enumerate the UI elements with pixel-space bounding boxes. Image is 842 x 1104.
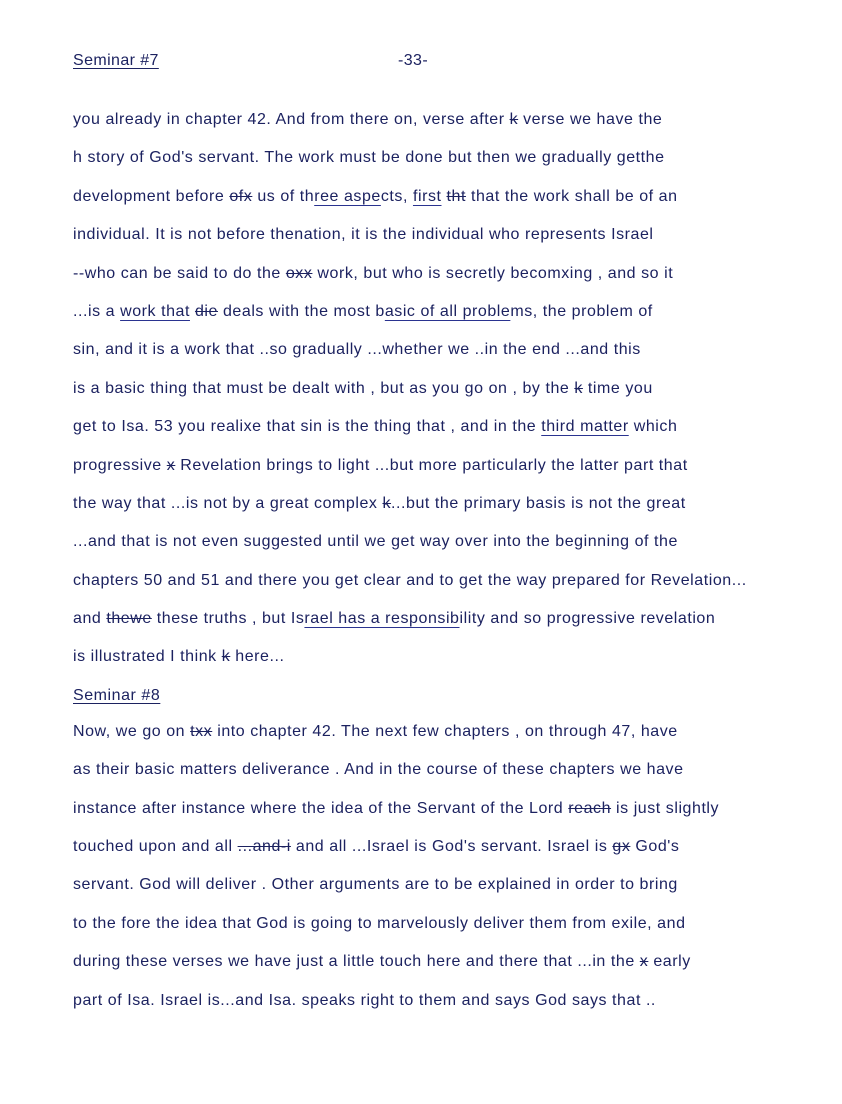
struck-text: thewe: [106, 610, 152, 628]
text-line: [73, 910, 833, 948]
underlined-text: rael has a responsib: [304, 610, 460, 628]
text-segment: instance after instance where the idea of the Servant of the Lord: [73, 799, 569, 817]
text-segment: and: [73, 610, 107, 628]
struck-text: reach: [568, 799, 612, 817]
text-segment: --who can be said to do the: [73, 264, 286, 282]
text-segment: ...and that is not even suggested until we get way over into the beginning of the: [73, 533, 678, 551]
text-segment: is just slightly: [611, 799, 720, 817]
struck-text: x: [639, 953, 649, 971]
text-line: [73, 144, 833, 182]
struck-text: txx: [190, 722, 213, 740]
struck-text: ...and-i: [237, 838, 291, 856]
struck-text: k: [574, 379, 583, 397]
text-segment: during these verses we have just a little touch here and there that ...in the: [73, 953, 640, 971]
underlined-text: ree aspe: [314, 187, 381, 205]
text-line: [73, 643, 833, 681]
text-line: [73, 948, 833, 986]
text-segment: these truths , but Is: [151, 610, 305, 628]
underlined-text: work that: [120, 302, 190, 320]
text-line: [73, 413, 833, 451]
text-segment: ...is a: [73, 302, 121, 320]
text-segment: into chapter 42. The next few chapters , on through 47, have: [212, 722, 678, 740]
text-line: [73, 528, 833, 566]
text-segment: and all ...Israel is God's servant. Israel is: [290, 838, 613, 856]
text-line: [73, 567, 833, 605]
text-segment: chapters 50 and 51 and there you get clear and to get the way prepared for Revelation...: [73, 571, 747, 589]
text-segment: get to Isa. 53 you realixe that sin is the thing that , and in the: [73, 418, 542, 436]
struck-text: ofx: [229, 187, 253, 205]
text-line: [73, 183, 833, 221]
text-segment: the way that ...is not by a great complex: [73, 494, 383, 512]
struck-text: x: [166, 456, 176, 474]
struck-text: k: [221, 648, 231, 666]
text-segment: work, but who is secretly becomxing , and so it: [312, 264, 674, 282]
text-segment: is a basic thing that must be dealt with , but as you go on , by the: [73, 379, 575, 397]
section-heading: Seminar #8: [73, 686, 161, 704]
text-line: [73, 336, 833, 374]
document-body: [73, 106, 833, 1025]
text-segment: part of Isa. Israel is...and Isa. speaks right to them and says God says that ..: [73, 991, 656, 1009]
text-line: [73, 871, 833, 909]
text-segment: ...but the primary basis is not the great: [391, 494, 686, 512]
text-line: [73, 490, 833, 528]
text-segment: progressive: [73, 456, 167, 474]
text-segment: Now, we go on: [73, 722, 191, 740]
text-segment: ms, the problem of: [510, 302, 653, 320]
text-segment: deals with the most b: [217, 302, 385, 320]
text-segment: you already in chapter 42. And from there on, verse after: [73, 111, 510, 128]
struck-text: oxx: [285, 264, 313, 282]
text-line: [73, 106, 833, 144]
text-line: [73, 756, 833, 794]
struck-text: k: [509, 111, 519, 128]
text-segment: to the fore the idea that God is going to marvelously deliver them from exile, and: [73, 914, 686, 932]
text-segment: sin, and it is a work that ..so gradually ...whether we ..in the end ...and this: [73, 341, 641, 359]
text-line: [73, 298, 833, 336]
page-header-title: Seminar #7: [73, 52, 159, 69]
text-line: [73, 987, 833, 1025]
text-line: [73, 795, 833, 833]
text-segment: verse we have the: [518, 111, 663, 128]
page-number: -33-: [398, 52, 429, 69]
text-segment: time you: [582, 379, 653, 397]
text-segment: ility and so progressive revelation: [459, 610, 716, 628]
struck-text: tht: [446, 187, 466, 205]
struck-text: die: [194, 302, 218, 320]
text-segment: cts,: [380, 187, 413, 205]
text-segment: God's: [630, 838, 680, 856]
text-segment: Revelation brings to light ...but more particularly the latter part that: [175, 456, 688, 474]
text-line: [73, 833, 833, 871]
text-segment: h story of God's servant. The work must be done but then we gradually getthe: [73, 149, 665, 167]
text-segment: individual. It is not before thenation, it is the individual who represents Israel: [73, 226, 654, 244]
text-segment: development before: [73, 187, 230, 205]
text-segment: is illustrated I think: [73, 648, 222, 666]
text-line: [73, 260, 833, 298]
underlined-text: asic of all proble: [384, 302, 511, 320]
text-segment: touched upon and all: [73, 838, 238, 856]
seminar-8-text: [73, 718, 833, 1025]
seminar-7-text: [73, 106, 833, 682]
text-line: [73, 718, 833, 756]
struck-text: k: [382, 494, 392, 512]
text-segment: servant. God will deliver . Other arguments are to be explained in order to bring: [73, 876, 678, 894]
text-segment: here...: [230, 648, 285, 666]
underlined-text: first: [412, 187, 442, 205]
text-segment: early: [648, 953, 691, 971]
text-line: [73, 452, 833, 490]
text-segment: which: [628, 418, 678, 436]
text-line: [73, 375, 833, 413]
text-segment: us of th: [252, 187, 315, 205]
struck-text: gx: [612, 838, 631, 856]
text-line: [73, 605, 833, 643]
text-line: [73, 221, 833, 259]
underlined-text: third matter: [541, 418, 629, 436]
text-segment: that the work shall be of an: [465, 187, 678, 205]
text-segment: as their basic matters deliverance . And in the course of these chapters we have: [73, 761, 684, 779]
